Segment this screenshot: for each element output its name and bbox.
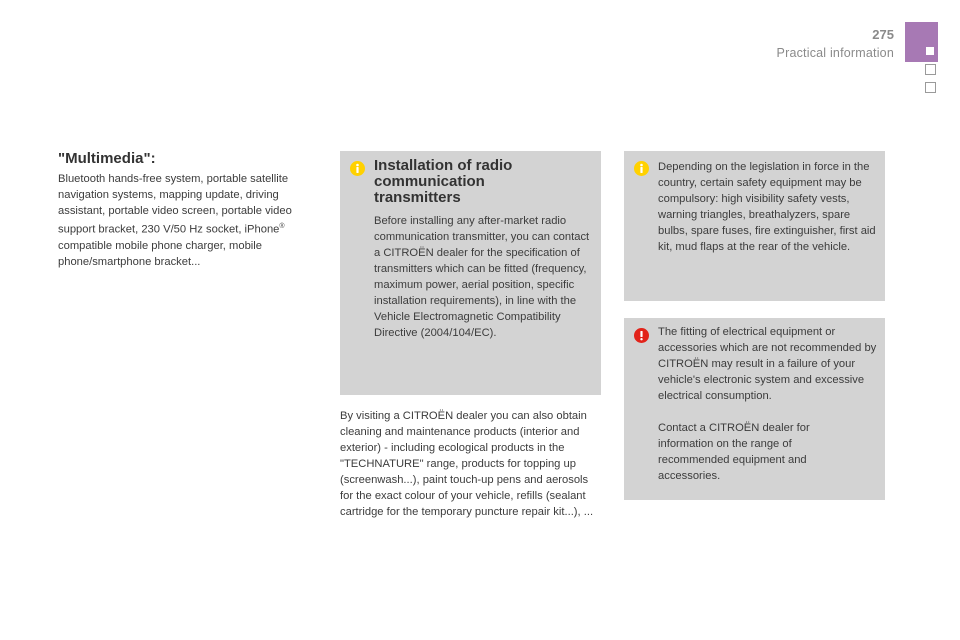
electrical-warning-panel bbox=[624, 318, 885, 500]
chapter-tab-box bbox=[925, 82, 936, 93]
chapter-tab bbox=[905, 22, 938, 62]
multimedia-text: Bluetooth hands-free system, portable satellite navigation systems, mapping update, driving assistant, portable video screen, portable video support bracket, 230 V/50 Hz socket, iPhone® compatible mobile phone charger, mobile phone/smartphone bracket... bbox=[58, 173, 292, 268]
section-title: Practical information bbox=[776, 46, 894, 60]
info-icon bbox=[634, 161, 649, 176]
legislation-panel-body: Depending on the legislation in force in the country, certain safety equipment may be compulsory: high visibility safety vests, warning triangles, breathalyzers, spare bulbs, spare fuses, fire extinguisher, first aid kit, mud flaps at the rear of the vehicle. bbox=[658, 161, 876, 253]
warning-icon bbox=[634, 328, 649, 343]
dealer-products-text: By visiting a CITROËN dealer you can also obtain cleaning and maintenance products (interior and exterior) - including ecological products in the "TECHNATURE" range, products for topping up (screenwash...), paint touch-up pens and aerosols for the exact colour of your vehicle, refills (sealant cartridge for the temporary puncture repair kit...), ... bbox=[340, 410, 594, 518]
page-number: 275 bbox=[872, 27, 894, 42]
radio-panel-heading: Installation of radio communication transmitters bbox=[374, 157, 513, 206]
multimedia-title: "Multimedia": bbox=[58, 150, 156, 167]
radio-panel-body: Before installing any after-market radio communication transmitter, you can contact a CITROËN dealer for the specification of transmitters which can be fitted (frequency, maximum power, aerial position, specific installation requirements), in line with the Vehicle Electromagnetic Compatibility Directive (2004/104/EC). bbox=[374, 215, 590, 339]
info-icon bbox=[350, 161, 365, 176]
chapter-tab-marker bbox=[926, 47, 934, 55]
legislation-panel bbox=[624, 151, 885, 301]
electrical-panel-contact: Contact a CITROËN dealer for information on the range of recommended equipment and accessories. bbox=[658, 422, 810, 482]
chapter-tab-box bbox=[925, 64, 936, 75]
electrical-panel-body: The fitting of electrical equipment or accessories which are not recommended by CITROËN may result in a failure of your vehicle's electronic system and excessive electrical consumption. bbox=[658, 326, 877, 402]
radio-transmitter-panel bbox=[340, 151, 601, 395]
